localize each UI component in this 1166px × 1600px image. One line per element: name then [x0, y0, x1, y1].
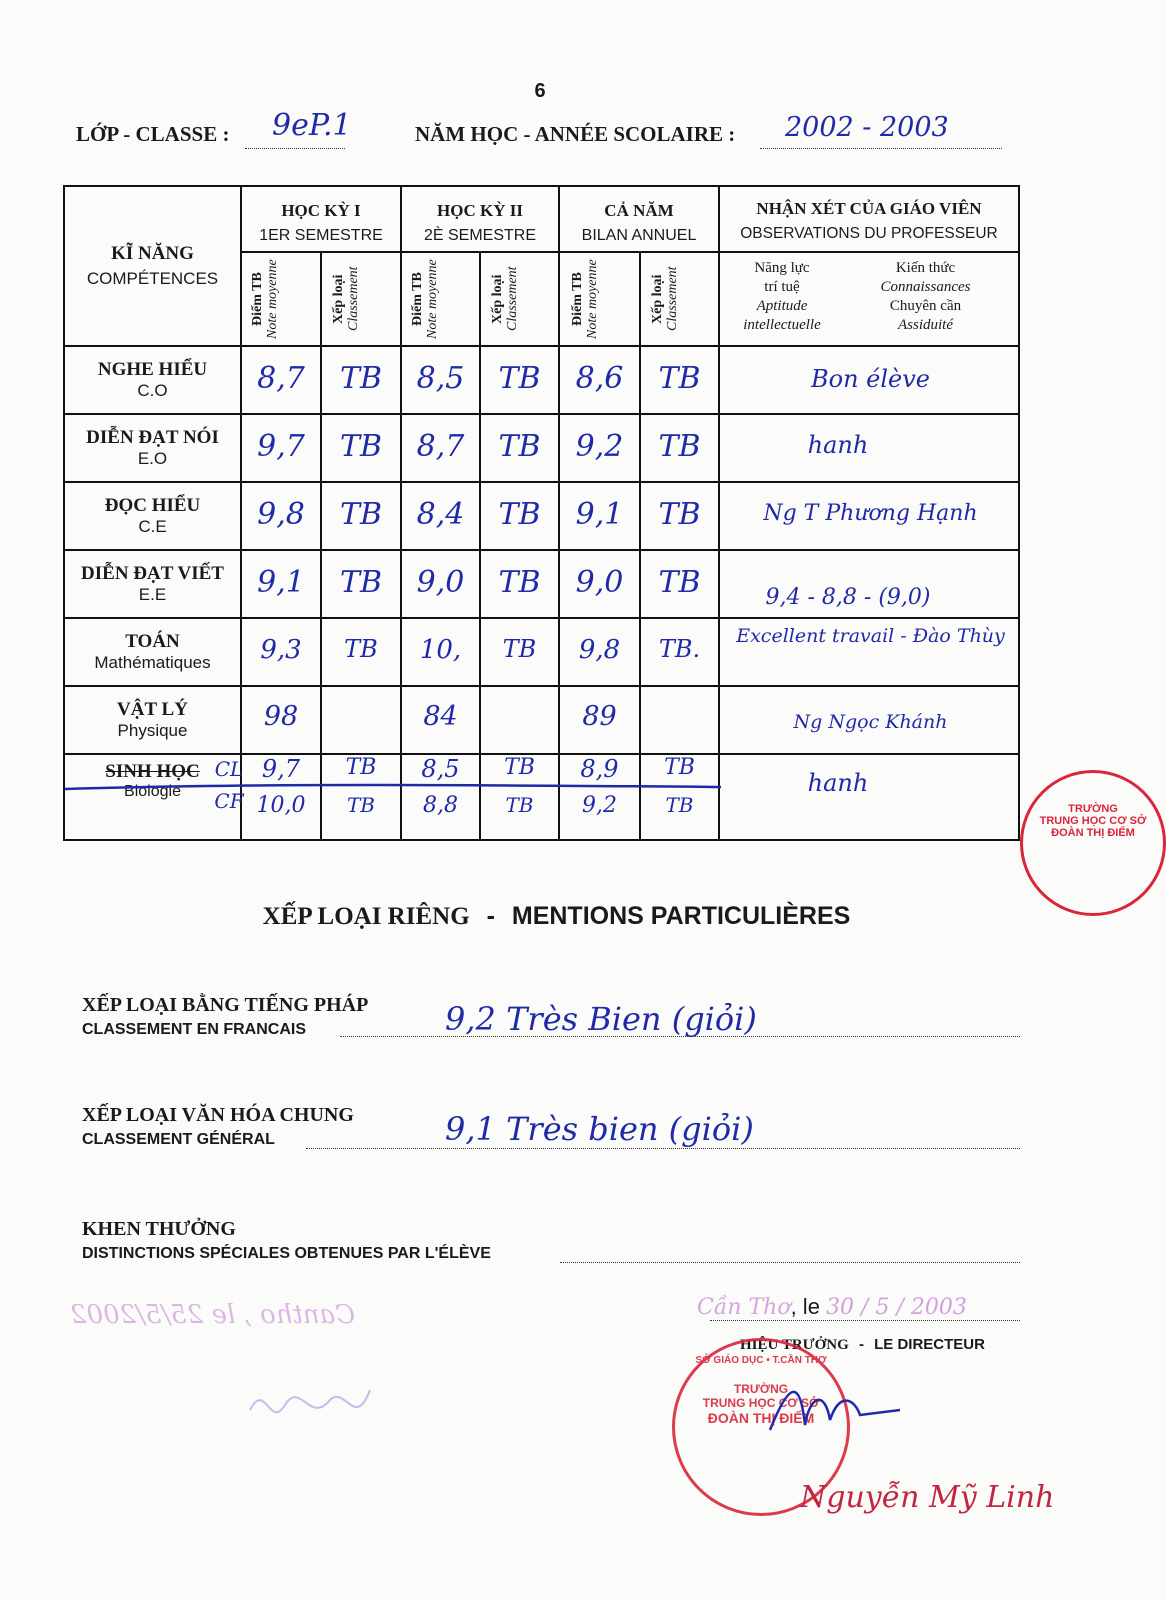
class-value: 9eP.1	[272, 108, 352, 143]
signature-date: Cần Thơ, le 30 / 5 / 2003	[697, 1294, 967, 1320]
sub-header-rank-year: Xếp loại Classement	[650, 266, 680, 332]
french-ranking-label: XẾP LOẠI BẰNG TIẾNG PHÁP CLASSEMENT EN FRANCAIS	[82, 994, 369, 1038]
director-signature-scrawl	[760, 1370, 910, 1450]
sub-header-avg-1: Điểm TB Note moyenne	[250, 259, 280, 339]
period-header-3: CẢ NĂM BILAN ANNUEL	[581, 201, 697, 244]
page-number: 6	[534, 80, 546, 102]
bleed-through-signature	[240, 1370, 380, 1440]
signature-date-dots	[710, 1300, 1020, 1321]
french-ranking-value: 9,2 Très Bien (giỏi)	[445, 1000, 757, 1038]
skills-header: KĨ NĂNG COMPÉTENCES	[86, 243, 219, 288]
director-title: HIỆU TRƯỞNG - LE DIRECTEUR	[740, 1336, 985, 1353]
general-ranking-value: 9,1 Très bien (giỏi)	[445, 1110, 754, 1148]
observations-header: NHẬN XÉT CỦA GIÁO VIÊN OBSERVATIONS DU PROFESSEUR	[740, 199, 998, 242]
class-label: LỚP - CLASSE :	[76, 122, 230, 146]
sub-header-avg-year: Điểm TB Note moyenne	[570, 259, 600, 339]
sub-header-avg-2: Điểm TB Note moyenne	[410, 259, 440, 339]
distinctions-dots	[560, 1242, 1020, 1263]
mentions-title: XẾP LOẠI RIÊNG - MENTIONS PARTICULIÈRES	[262, 902, 851, 930]
bleed-through-date: Cantho , le 25/5/2002	[70, 1300, 356, 1330]
school-year-label: NĂM HỌC - ANNÉE SCOLAIRE :	[415, 122, 736, 146]
director-name: Nguyễn Mỹ Linh	[800, 1480, 1055, 1515]
obs-aptitude-header: Năng lực trí tuệ Aptitude intellectuelle	[743, 260, 821, 333]
obs-knowledge-header: Kiến thức Connaissances Chuyên cần Assiduité	[880, 260, 971, 333]
grades-table: KĨ NĂNG COMPÉTENCES HỌC KỲ I 1ER SEMESTRE HỌC KỲ II 2È SEMESTRE CẢ NĂM BILAN ANNUEL NHẬN XÉT CỦA GIÁO VIÊN OBSERVATIONS DU PROFESSEUR Điểm TB Note moyenne Xếp loại Classement Điểm TB Note moyenne Xếp loại Classement Điểm TB Note moyenne Xếp loại Classement Năng lực trí tuệ Aptitude intellectuelle Kiến thức Connaissances Chuyên cần Assiduité NGHE HIỂU C.O 8,7 TB 8,5 TB 8,6 TB Bon élève DIỄN ĐẠT NÓI E.O 9,7 TB 8,7 TB 9,2 TB hanh ĐỌC HIỂU C.E 9,8 TB 8,4 TB 9,1 TB Ng T Phương Hạnh DIỄN ĐẠT VIẾT E.E 9,1 TB 9,0 TB 9,0 TB 9,4 - 8,8 - (9,0) TOÁN Mathématiques 9,3 TB 10, TB 9,8 TB. Excellent travail - Đào Thùy VẬT LÝ Physique 98 84 89 Ng Ngọc Khánh SINH HỌC Biologie CL CF 9,7 TB 8,5 TB 8,9 TB 10,0 TB 8,8 TB 9,2 TB hanh	[63, 185, 1020, 841]
distinctions-label: KHEN THƯỞNG DISTINCTIONS SPÉCIALES OBTENUES PAR L'ÉLÈVE	[82, 1218, 491, 1262]
school-year-value: 2002 - 2003	[785, 112, 949, 143]
general-ranking-label: XẾP LOẠI VĂN HÓA CHUNG CLASSEMENT GÉNÉRAL	[82, 1104, 354, 1148]
side-stamp: TRƯỜNG TRUNG HỌC CƠ SỞ ĐOÀN THỊ ĐIỂM	[1020, 770, 1166, 916]
school-stamp: SỞ GIÁO DỤC • T.CẦN THƠ TRƯỜNG TRUNG HỌC CƠ SỞ ĐOÀN THỊ ĐIỂM	[672, 1338, 850, 1516]
period-header-2: HỌC KỲ II 2È SEMESTRE	[423, 201, 537, 244]
period-header-1: HỌC KỲ I 1ER SEMESTRE	[259, 201, 383, 244]
biology-strike-line	[63, 775, 723, 805]
sub-header-rank-1: Xếp loại Classement	[331, 266, 361, 332]
sub-header-rank-2: Xếp loại Classement	[490, 266, 520, 332]
